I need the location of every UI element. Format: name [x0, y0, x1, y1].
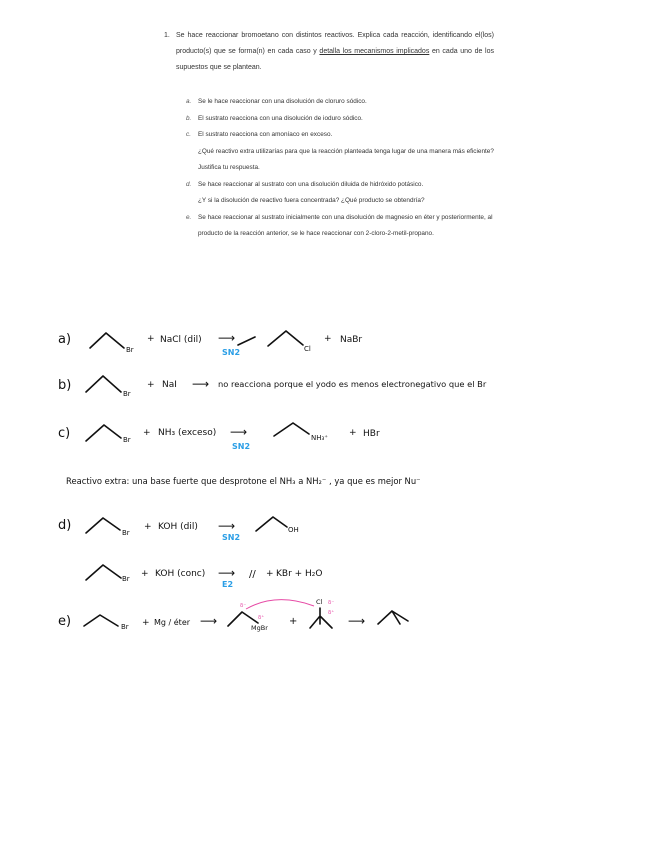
- answer-a-label: a): [58, 332, 72, 347]
- answer-b-bromoethane: [86, 376, 121, 392]
- answer-d-bromoethane: [86, 518, 120, 533]
- svg-text:δ⁺: δ⁺: [258, 615, 265, 621]
- svg-text:MgBr: MgBr: [251, 624, 268, 632]
- svg-text:Mg / éter: Mg / éter: [154, 618, 191, 627]
- svg-text:+: +: [142, 618, 150, 628]
- item-d: d. Se hace reaccionar al sustrato con una disolución diluida de hidróxido potásico.: [186, 180, 424, 188]
- svg-text:OH: OH: [288, 526, 299, 534]
- svg-text:+: +: [266, 569, 274, 579]
- svg-text:+: +: [349, 428, 357, 438]
- svg-text:NaI: NaI: [162, 380, 177, 390]
- answer-c-bromoethane: [86, 425, 121, 441]
- underlined-instruction: detalla los mecanismos implicados: [319, 48, 430, 55]
- svg-text:δ⁺: δ⁺: [328, 610, 335, 616]
- item-a: a. Se le hace reaccionar con una disolución de cloruro sódico.: [186, 98, 367, 105]
- answer-e-bromoethane: [84, 615, 118, 626]
- svg-text:+: +: [144, 522, 152, 532]
- svg-text:Br: Br: [123, 436, 131, 444]
- svg-text:HBr: HBr: [363, 429, 380, 439]
- svg-text:Br: Br: [123, 390, 131, 398]
- svg-text:NH₃⁺: NH₃⁺: [311, 434, 329, 442]
- answer-a-chloroethane: [268, 331, 303, 346]
- svg-text:Br: Br: [126, 346, 134, 354]
- answer-a-mechanism: SN2: [222, 348, 241, 357]
- svg-text:+: +: [147, 334, 155, 344]
- svg-text:KOH (conc): KOH (conc): [155, 569, 206, 579]
- svg-text://: //: [249, 569, 256, 580]
- question-number: 1.: [164, 32, 170, 39]
- svg-text:+: +: [289, 616, 298, 627]
- answer-d2-bromoethane: [86, 565, 121, 580]
- item-e: e. Se hace reaccionar al sustrato inicialmente con una disolución de magnesio en éter y posteriormente, al producto de la reacción anterior, se le hace reaccionar con 2-cloro-2-metil-propano.: [186, 213, 493, 237]
- svg-text:KOH (dil): KOH (dil): [158, 522, 198, 532]
- answer-a-bromoethane: [90, 333, 124, 348]
- answer-e-curved-arrow: [246, 600, 314, 609]
- item-c-extra: ¿Qué reactivo extra utilizarías para que la reacción planteada tenga lugar de una manera más eficiente? Justifica tu respuesta.: [198, 147, 494, 171]
- answer-extra-reagent: Reactivo extra: una base fuerte que desprotone el NH₃ a NH₂⁻ , ya que es mejor Nu⁻: [66, 476, 421, 486]
- svg-text:⟶: ⟶: [348, 614, 366, 628]
- item-d-extra: ¿Y si la disolución de reactivo fuera concentrada? ¿Qué producto se obtendría?: [198, 197, 425, 204]
- svg-text:KBr + H₂O: KBr + H₂O: [276, 569, 323, 579]
- svg-text:+: +: [143, 428, 151, 438]
- answer-a-reagent: NaCl (dil): [160, 335, 202, 345]
- answer-a-arrow-line: [238, 337, 255, 345]
- svg-text:⟶: ⟶: [218, 566, 236, 580]
- svg-text:⟶: ⟶: [218, 519, 236, 533]
- answer-e-label: e): [58, 614, 72, 629]
- question-intro: Se hace reaccionar bromoetano con distintos reactivos. Explica cada reacción, identificando el(los) producto(s) que se forma(n) en cada caso y detalla los mecanismos implicados en cada uno de los supuestos que se plantean.: [176, 32, 494, 71]
- item-c: c. El sustrato reacciona con amoníaco en exceso.: [186, 131, 333, 138]
- svg-text:Br: Br: [121, 623, 129, 631]
- svg-text:NH₃ (exceso): NH₃ (exceso): [158, 428, 217, 438]
- svg-text:Cl: Cl: [304, 345, 311, 353]
- svg-text:Cl: Cl: [316, 598, 323, 606]
- answer-d2-mechanism: E2: [222, 580, 234, 589]
- svg-text:Br: Br: [122, 529, 130, 537]
- svg-text:+: +: [147, 380, 155, 390]
- svg-text:NaBr: NaBr: [340, 335, 363, 345]
- svg-text:δ⁻: δ⁻: [328, 600, 335, 606]
- answer-e-product: [378, 611, 408, 624]
- answer-b-label: b): [58, 378, 72, 393]
- svg-text:⟶: ⟶: [200, 614, 218, 628]
- answer-d-mechanism: SN2: [222, 533, 241, 542]
- svg-text:⟶: ⟶: [192, 377, 210, 391]
- answer-d-ethanol: [256, 517, 287, 531]
- answer-c-label: c): [58, 426, 71, 441]
- svg-text:+: +: [324, 334, 332, 344]
- svg-text:+: +: [141, 569, 149, 579]
- svg-text:⟶: ⟶: [218, 331, 236, 345]
- svg-text:⟶: ⟶: [230, 425, 248, 439]
- item-b: b. El sustrato reacciona con una disolución de ioduro sódico.: [186, 114, 363, 122]
- answer-c-mechanism: SN2: [232, 442, 251, 451]
- svg-text:δ⁻: δ⁻: [240, 603, 247, 609]
- answer-c-ethylammonium: [274, 423, 309, 436]
- svg-text:Br: Br: [122, 575, 130, 583]
- answer-b-explanation: no reacciona porque el yodo es menos electronegativo que el Br: [218, 379, 487, 389]
- answer-d-label: d): [58, 518, 72, 533]
